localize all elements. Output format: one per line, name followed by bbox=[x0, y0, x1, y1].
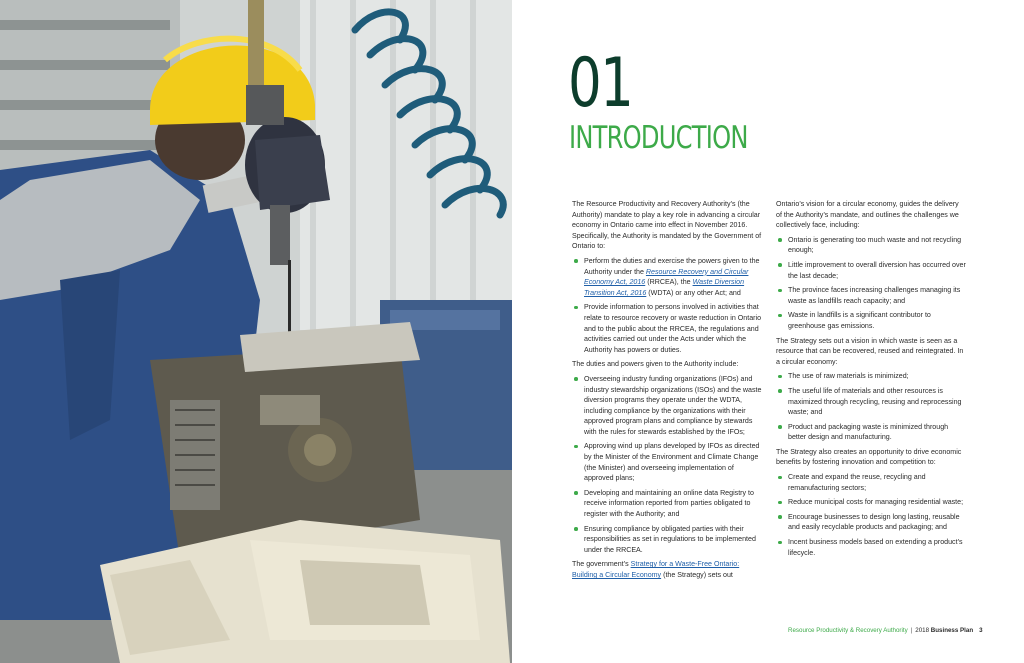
wdta-link[interactable]: Waste Diversion Transition Act, 2016 bbox=[584, 278, 745, 297]
circular-item: The use of raw materials is minimized; bbox=[776, 371, 966, 382]
mandate-item-1 bbox=[572, 256, 762, 298]
strategy-paragraph bbox=[572, 559, 762, 580]
duties-item: Ensuring compliance by obligated parties with their responsibilities as set in regulations to be implemented under the RRCEA. bbox=[572, 524, 762, 556]
footer-year: 2018 bbox=[915, 627, 930, 634]
duties-item: Overseeing industry funding organizations (IFOs) and industry stewardship organizations (ISOs) and the waste diversion programs they operate under the WDTA, including compliance by the organizations with their approved program plans and compliance by stewards with the rules for stewards established by the IFOs; bbox=[572, 374, 762, 438]
footer-separator: | bbox=[910, 627, 913, 634]
rrcea-link[interactable]: Resource Recovery and Circular Economy Act, 2016 bbox=[584, 267, 749, 287]
vision-intro: Ontario’s vision for a circular economy, guides the delivery of the Authority’s mandate, and outlines the challenges we collectively face, including: bbox=[776, 200, 959, 230]
circular-item: Product and packaging waste is minimized through better design and manufacturing. bbox=[776, 422, 966, 443]
mandate-list bbox=[572, 256, 762, 355]
right-text-column bbox=[776, 199, 966, 562]
duties-intro: The duties and powers given to the Authority include: bbox=[572, 360, 739, 369]
circular-list bbox=[776, 371, 966, 443]
strategy-link[interactable]: Strategy for a Waste-Free Ontario: Building a Circular Economy bbox=[572, 560, 740, 579]
mandate-item-1-post: (WDTA) or any other Act; and bbox=[646, 288, 741, 297]
benefit-item: Reduce municipal costs for managing residential waste; bbox=[776, 497, 966, 508]
mandate-item-2: Provide information to persons involved in activities that relate to resource recovery or waste reduction in Ontario and to the public about the RRCEA, the regulations and activities carried out under the Acts under which the Authority has powers or duties. bbox=[572, 302, 762, 355]
page-number: 3 bbox=[979, 627, 983, 634]
mandate-item-1-pre: Perform the duties and exercise the powers given to the Authority under the bbox=[584, 256, 760, 276]
duties-item: Developing and maintaining an online data Registry to receive information reported from parties obligated to register with the Authority; and bbox=[572, 488, 762, 520]
circular-item: The useful life of materials and other resources is maximized through recycling, reusing and reprocessing waste; and bbox=[776, 386, 966, 418]
challenges-list bbox=[776, 235, 966, 332]
footer-plan: Business Plan bbox=[930, 627, 974, 634]
intro-paragraph: The Resource Productivity and Recovery Authority’s (the Authority) mandate to play a key role in advancing a circular economy in Ontario came into effect in November 2016. Specifically, the Authority is mandated by the Government of Ontario to: bbox=[572, 200, 762, 251]
benefit-item: Encourage businesses to design long lasting, reusable and easily recyclable products and packaging; and bbox=[776, 512, 966, 533]
benefits-list bbox=[776, 472, 966, 558]
duties-item: Approving wind up plans developed by IFOs as directed by the Minister of the Environment and Climate Change (the Minister) and overseeing implementation of approved plans; bbox=[572, 441, 762, 483]
benefit-item: Incent business models based on extending a product’s lifecycle. bbox=[776, 537, 966, 558]
mandate-item-1-mid: (RRCEA), the bbox=[645, 278, 693, 287]
challenge-item: Little improvement to overall diversion has occurred over the last decade; bbox=[776, 260, 966, 281]
strategy-post: (the Strategy) sets out bbox=[661, 571, 733, 579]
duties-list bbox=[572, 374, 762, 556]
challenge-item: Ontario is generating too much waste and not recycling enough; bbox=[776, 235, 966, 256]
benefits-intro: The Strategy also creates an opportunity to drive economic benefits by fostering innovation and competition to: bbox=[776, 447, 962, 467]
page-footer bbox=[788, 627, 1018, 635]
introduction-page bbox=[512, 0, 1024, 663]
footer-org: Resource Productivity & Recovery Authority bbox=[788, 627, 908, 634]
strategy-pre: The government’s bbox=[572, 560, 631, 569]
circular-intro: The Strategy sets out a vision in which waste is seen as a resource that can be recovered, reused and reintegrated. In a circular economy: bbox=[776, 336, 964, 366]
benefit-item: Create and expand the reuse, recycling and remanufacturing sectors; bbox=[776, 472, 966, 493]
left-text-column bbox=[572, 199, 762, 585]
challenge-item: Waste in landfills is a significant contributor to greenhouse gas emissions. bbox=[776, 310, 966, 331]
chapter-number: 01 bbox=[568, 44, 633, 123]
chapter-title: INTRODUCTION bbox=[569, 120, 748, 156]
challenge-item: The province faces increasing challenges managing its waste as landfills reach capacity; and bbox=[776, 285, 966, 306]
